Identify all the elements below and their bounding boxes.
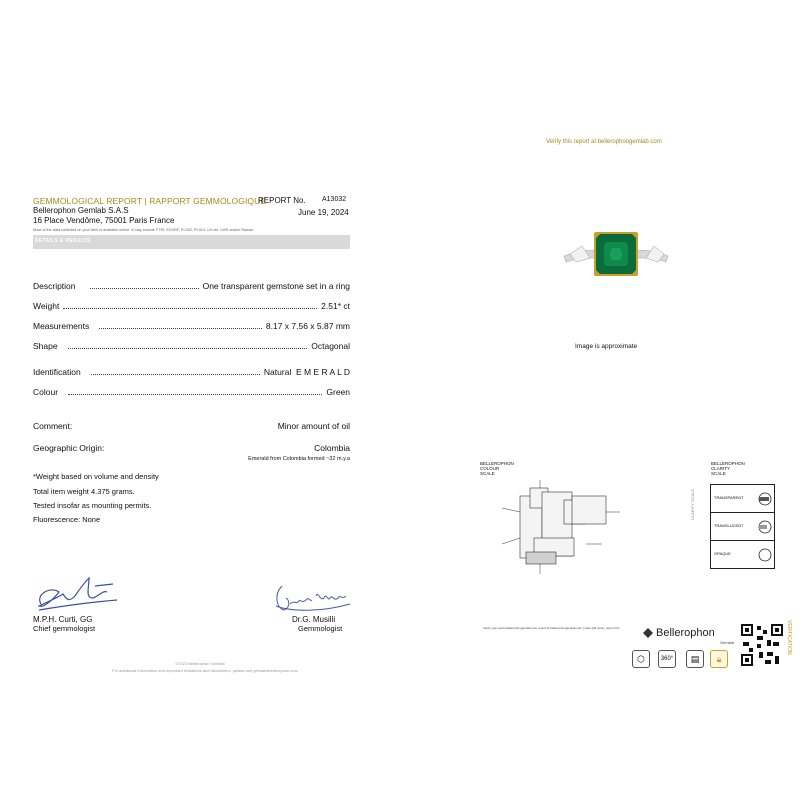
report-document-icon[interactable]: ▤ [686,650,704,668]
detail-label: Identification [33,367,81,377]
colour-scale-label: BELLEROPHON COLOUR SCALE [480,461,514,476]
detail-row-measurements [33,321,350,331]
report-title: GEMMOLOGICAL REPORT | RAPPORT GEMMOLOGIQUE [33,196,267,206]
detail-value: Green [326,387,350,397]
clarity-level: TRANSLUCENT [714,523,744,528]
detail-label: Measurements [33,321,90,331]
verification-side-label: VERIFICATION [786,620,792,655]
signer-role: Gemmologist [298,624,343,633]
detail-row-identification [33,367,350,377]
image-approx-note: Image is approximate [575,343,638,350]
detail-label: Shape [33,341,58,351]
eye-icon [757,547,773,563]
signer-name: M.P.H. Curti, GG [33,615,93,624]
comment-label: Comment: [33,421,73,431]
detail-row-weight [33,301,350,311]
clarity-translucent [711,513,774,541]
methods-note: Most of the data collected on your item is available online. It may include FTIR, EDXRF, PL532, PL313, UV-vis, LIBS and/or Raman [33,228,254,232]
signature-block-2 [292,615,342,633]
clarity-opaque [711,541,774,568]
detail-label: Weight [33,301,60,311]
footer-disclaimer: For additional information and important limitations and disclaimers, please see gemlabsbellerophon.com [112,668,298,673]
eye-icon [757,491,773,507]
note-weight: *Weight based on volume and density [33,472,159,481]
section-bar [33,235,350,249]
brand-name: Bellerophon [656,627,715,639]
signature-musilli [272,576,356,616]
brand-sub: Gemlab [720,640,735,645]
report-number-label: REPORT No. [258,196,306,205]
report-number: A13032 [322,196,347,203]
detail-value: 2.51* ct [321,301,350,311]
detail-value: One transparent gemstone set in a ring [202,281,350,291]
company-name: Bellerophon Gemlab S.A.S [33,206,129,215]
signer-role: Chief gemmologist [33,624,96,633]
detail-row-colour [33,387,350,397]
detail-value: 8.17 x 7.56 x 5.87 mm [265,321,350,331]
report-date: June 19, 2024 [298,208,349,217]
clarity-level: OPAQUE [714,551,731,556]
view-360-icon[interactable]: 360° [658,650,676,668]
detail-value: Octagonal [311,341,350,351]
qr-code[interactable] [739,622,785,668]
comment-value: Minor amount of oil [277,421,350,431]
signature-block-1 [33,615,95,633]
section-bar-label: DETAILS & RESULTS [35,238,91,244]
lock-icon[interactable]: 🔒︎ [710,650,728,668]
verification-line: Verify your www.bellerophongemlab.com report at bellerophongemlab.com | scan QR code | report info [483,626,620,630]
gem-3d-icon[interactable]: ⬡ [632,650,650,668]
bellerophon-logo-icon [643,628,655,638]
clarity-side-label: CLARITY SCALE [690,488,695,520]
clarity-scale-box [710,484,775,569]
note-fluorescence: Fluorescence: None [33,515,101,524]
signature-curti [33,572,123,614]
origin-note: Emerald from Colombia formed ~32 m.y.a [248,456,350,462]
origin-row [33,443,350,453]
comment-row [33,421,350,431]
note-total-weight: Total item weight 4.375 grams. [33,487,135,496]
clarity-transparent [711,485,774,513]
detail-label: Colour [33,387,59,397]
note-tested: Tested insofar as mounting permits. [33,501,152,510]
verify-link[interactable]: Verify this report at bellerophongemlab.com [546,139,662,145]
eye-icon [757,519,773,535]
colour-scale-diagram [478,472,638,580]
company-address: 16 Place Vendôme, 75001 Paris France [33,216,175,225]
origin-label: Geographic Origin: [33,443,105,453]
detail-label: Description [33,281,76,291]
origin-note-row [33,456,350,462]
signer-name: Dr.G. Musilli [292,615,336,624]
detail-value: Natural E M E R A L D [263,367,350,377]
detail-row-description [33,281,350,291]
detail-row-shape [33,341,350,351]
origin-value: Colombia [314,443,350,453]
footer-copyright: ©2023 Bellerophon Gemlab [175,661,225,666]
ring-image [560,228,672,288]
clarity-level: TRANSPARENT [714,495,744,500]
clarity-scale-label: BELLEROPHON CLARITY SCALE [711,461,745,476]
